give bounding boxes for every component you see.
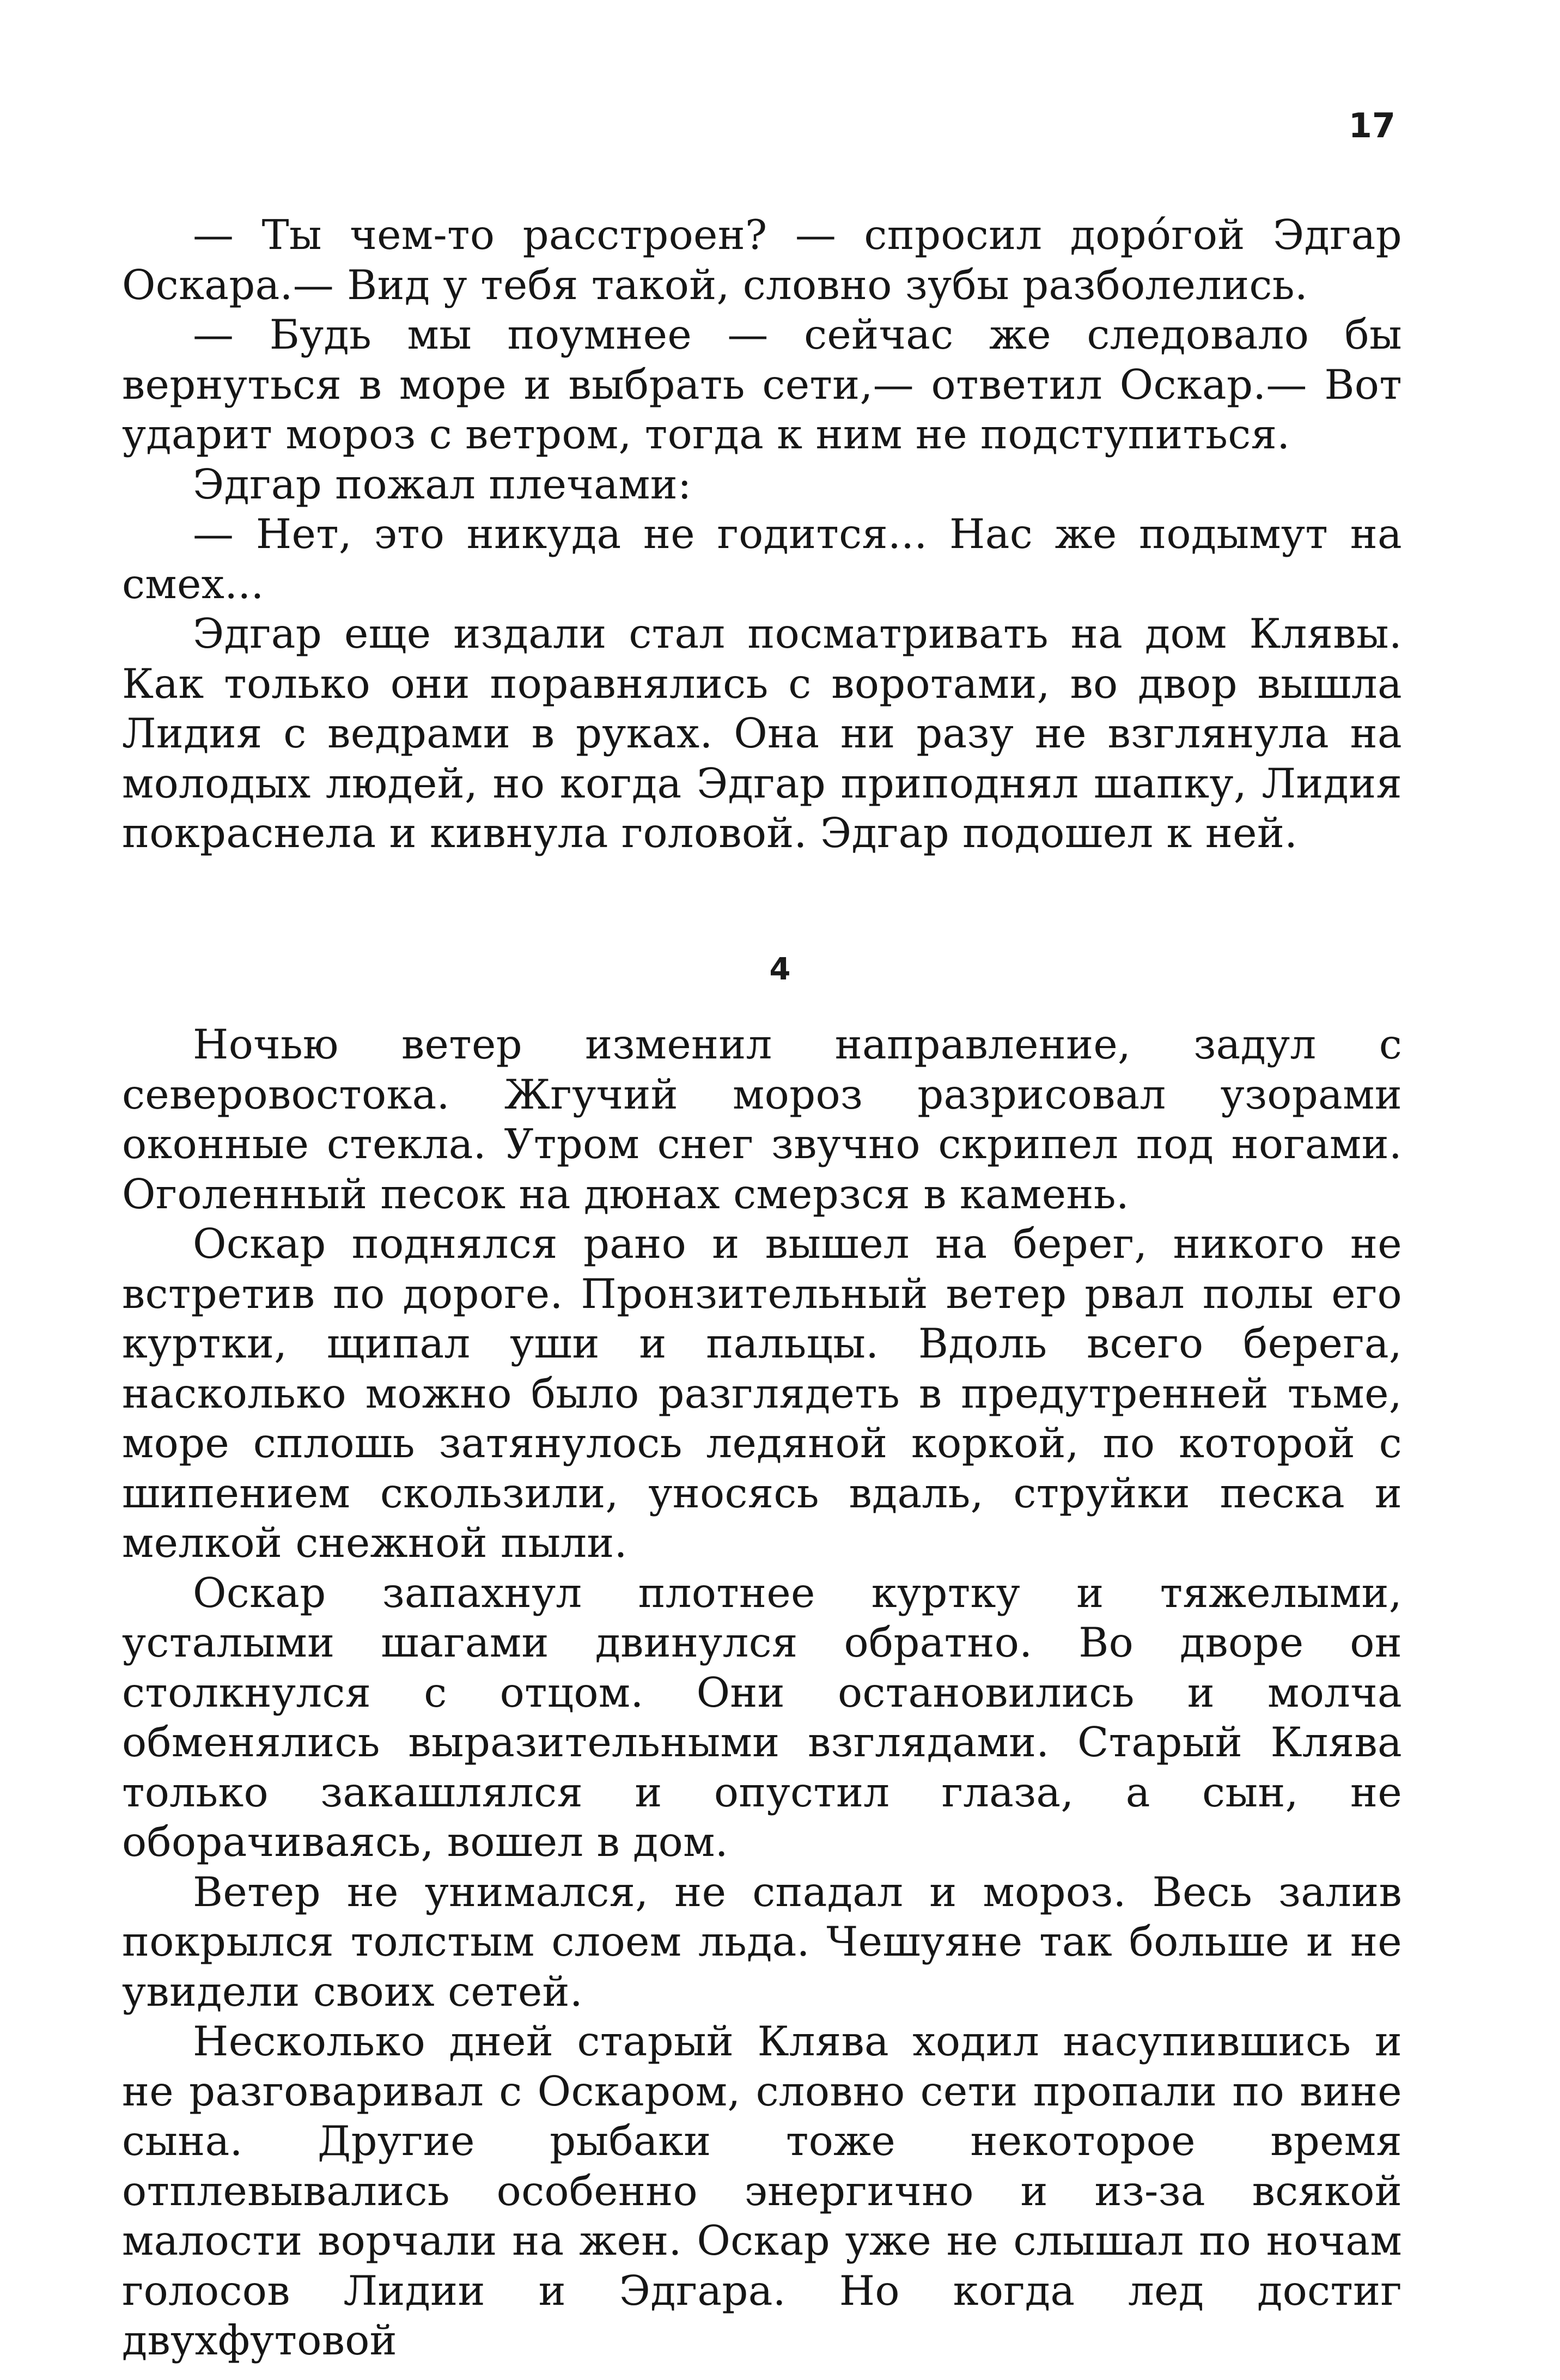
- text-block-before-section: [122, 210, 1402, 859]
- paragraph: Эдгар пожал плечами:: [193, 460, 692, 508]
- paragraph: Ветер не унимался, не спадал и мороз. Весь залив покрылся толстым слоем льда. Чешуяне так больше и не увидели своих сетей.: [122, 1867, 1402, 2016]
- paragraph: Оскар запахнул плотнее куртку и тяжелыми, усталыми шагами двинулся обратно. Во дворе он столкнулся с отцом. Они остановились и молча обменялись выразительными взглядами. Старый Клява только закашлялся и опустил глаза, а сын, не оборачиваясь, вошел в дом.: [122, 1568, 1402, 1866]
- paragraph: Оскар поднялся рано и вышел на берег, никого не встретив по дороге. Пронзительный ветер рвал полы его куртки, щипал уши и пальцы. Вдоль всего берега, насколько можно было разглядеть в предутренней тьме, море сплошь затянулось ледяной коркой, по которой с шипением скользили, уносясь вдаль, струйки песка и мелкой снежной пыли.: [122, 1220, 1402, 1567]
- paragraph: Эдгар еще издали стал посматривать на дом Клявы. Как только они поравнялись с воротами, во двор вышла Лидия с ведрами в руках. Она ни разу не взглянула на молодых людей, но когда Эдгар приподнял шапку, Лидия покраснела и кивнула головой. Эдгар подошел к ней.: [122, 610, 1402, 857]
- paragraph: Ночью ветер изменил направление, задул с северовостока. Жгучий мороз разрисовал узорами оконные стекла. Утром снег звучно скрипел под ногами. Оголенный песок на дюнах смерзся в камень.: [122, 1020, 1402, 1218]
- text-block-after-section: [122, 1020, 1402, 2366]
- paragraph: — Нет, это никуда не годится... Нас же подымут на смех...: [122, 510, 1402, 608]
- paragraph: — Будь мы поумнее — сейчас же следовало бы вернуться в море и выбрать сети,— ответил Оскар.— Вот ударит мороз с ветром, тогда к ним не подступиться.: [122, 311, 1402, 458]
- paragraph: — Ты чем-то расстроен? — спросил доро́гой Эдгар Оскара.— Вид у тебя такой, словно зубы разболелись.: [122, 211, 1402, 309]
- section-number: 4: [769, 952, 791, 987]
- page-number: 17: [1348, 106, 1396, 145]
- paragraph: Несколько дней старый Клява ходил насупившись и не разговаривал с Оскаром, словно сети пропали по вине сына. Другие рыбаки тоже некоторое время отплевывались особенно энергично и из-за всякой малости ворчали на жен. Оскар уже не слышал по ночам голосов Лидии и Эдгара. Но когда лед достиг двухфутовой: [122, 2017, 1402, 2364]
